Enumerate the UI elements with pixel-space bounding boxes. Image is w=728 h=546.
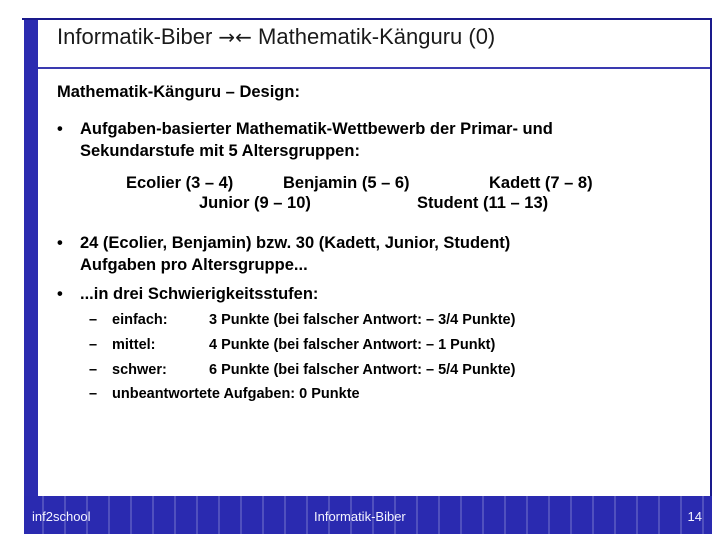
- age-group-kadett: Kadett (7 – 8): [489, 174, 593, 192]
- bullet-icon: •: [57, 285, 63, 303]
- bullet-3-line-1: ...in drei Schwierigkeitsstufen:: [80, 285, 319, 303]
- level-label-einfach: einfach:: [112, 312, 168, 328]
- level-value-mittel: 4 Punkte (bei falscher Antwort: – 1 Punkt): [209, 337, 496, 353]
- level-label-unbeantwortet: unbeantwortete Aufgaben: 0 Punkte: [112, 386, 360, 402]
- bullet-1-line-2: Sekundarstufe mit 5 Altersgruppen:: [80, 142, 360, 160]
- title-right: Mathematik-Känguru (0): [258, 24, 496, 49]
- level-label-mittel: mittel:: [112, 337, 156, 353]
- arrow-icon: →←: [218, 25, 252, 49]
- dash-icon: –: [89, 386, 98, 402]
- age-group-student: Student (11 – 13): [417, 194, 549, 212]
- bullet-2-line-1: 24 (Ecolier, Benjamin) bzw. 30 (Kadett, Junior, Student): [80, 234, 511, 252]
- age-group-benjamin: Benjamin (5 – 6): [283, 174, 410, 192]
- bullet-icon: •: [57, 234, 63, 252]
- age-group-junior: Junior (9 – 10): [199, 194, 311, 212]
- dash-icon: –: [89, 362, 98, 378]
- footer-center-text: Informatik-Biber: [314, 509, 406, 524]
- page-number: 14: [687, 509, 702, 524]
- dash-icon: –: [89, 337, 98, 353]
- title-left: Informatik-Biber: [57, 24, 213, 49]
- section-heading: Mathematik-Känguru – Design:: [57, 83, 300, 101]
- dash-icon: –: [89, 312, 98, 328]
- level-label-schwer: schwer:: [112, 362, 167, 378]
- footer-left-text: inf2school: [32, 509, 91, 524]
- slide-footer: [24, 496, 712, 534]
- level-value-einfach: 3 Punkte (bei falscher Antwort: – 3/4 Punkte): [209, 312, 516, 328]
- level-value-schwer: 6 Punkte (bei falscher Antwort: – 5/4 Punkte): [209, 362, 516, 378]
- bullet-2-line-2: Aufgaben pro Altersgruppe...: [80, 256, 308, 274]
- age-group-ecolier: Ecolier (3 – 4): [126, 174, 234, 192]
- bullet-1-line-1: Aufgaben-basierter Mathematik-Wettbewerb der Primar- und: [80, 120, 553, 138]
- bullet-icon: •: [57, 120, 63, 138]
